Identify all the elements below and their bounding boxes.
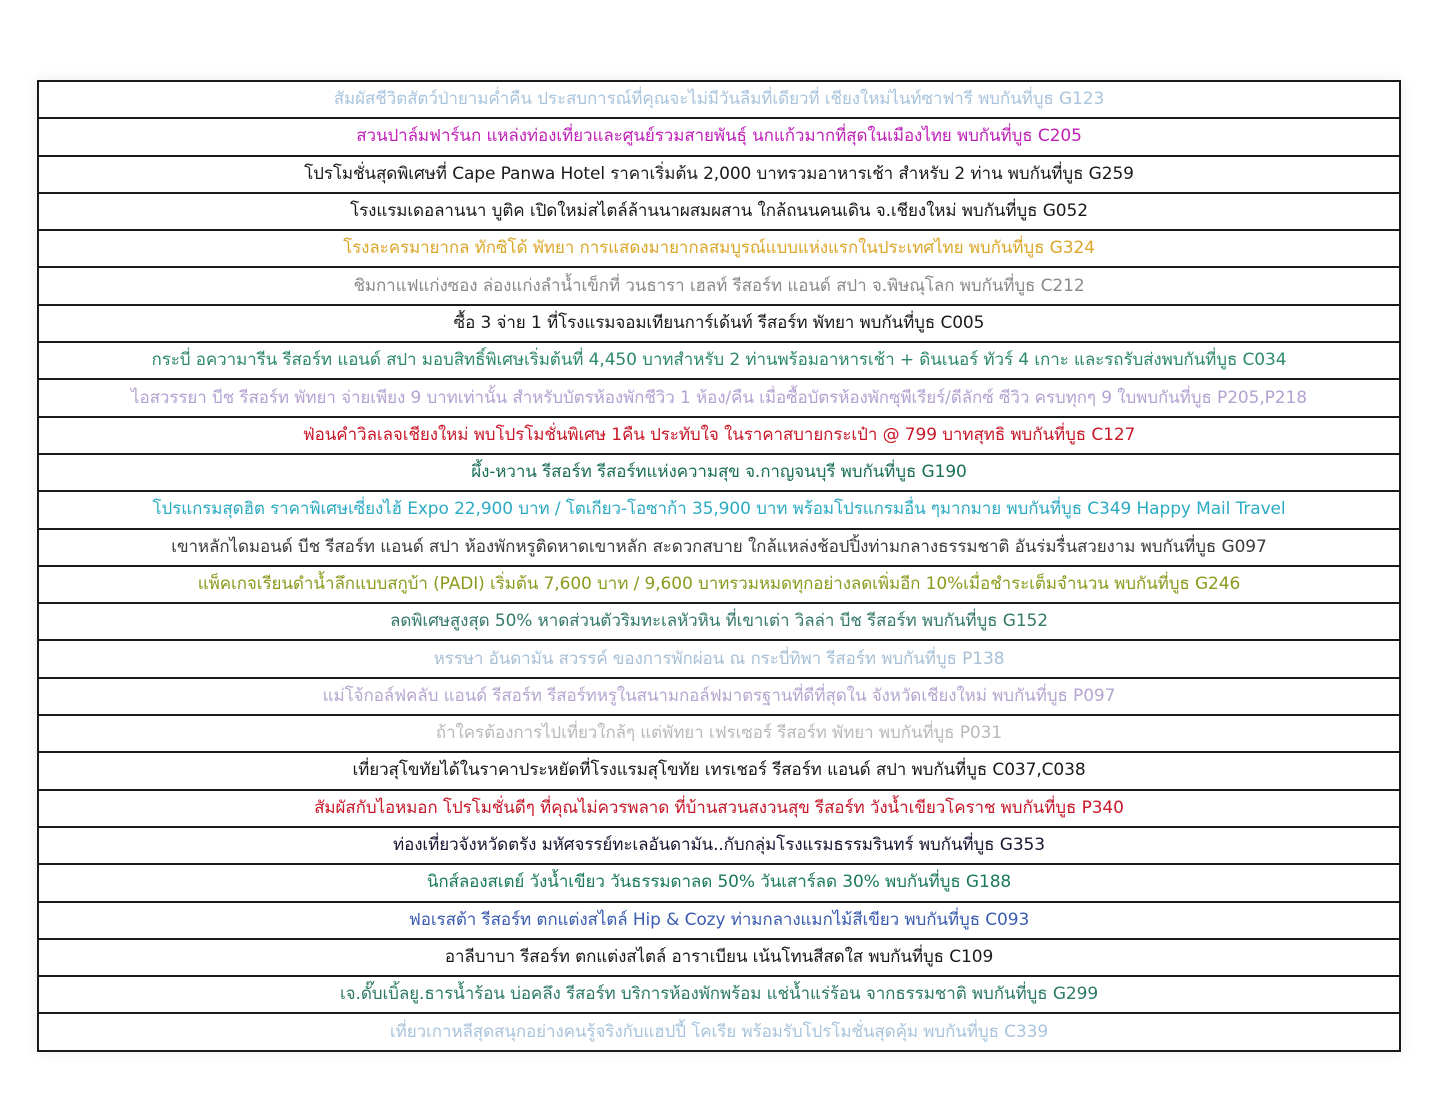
promo-row: โปรแกรมสุดฮิต ราคาพิเศษเซี่ยงไฮ้ Expo 22,900 บาท / โตเกียว-โอซาก้า 35,900 บาท พร้อมโปรแกรมอื่น ๆมากมาย พบกันที่บูธ C349 Happy Mail Travel [39, 492, 1399, 529]
promo-row: แม่โจ้กอล์ฟคลับ แอนด์ รีสอร์ท รีสอร์ทหรูในสนามกอล์ฟมาตรฐานที่ดีที่สุดใน จังหวัดเชียงใหม่ พบกันที่บูธ P097 [39, 679, 1399, 716]
promo-row: ท่องเที่ยวจังหวัดตรัง มหัศจรรย์ทะเลอันดามัน..กับกลุ่มโรงแรมธรรมรินทร์ พบกันที่บูธ G353 [39, 828, 1399, 865]
promo-row: โปรโมชั่นสุดพิเศษที่ Cape Panwa Hotel ราคาเริ่มต้น 2,000 บาทรวมอาหารเช้า สำหรับ 2 ท่าน พบกันที่บูธ G259 [39, 157, 1399, 194]
promo-row: ไอสวรรยา บีช รีสอร์ท พัทยา จ่ายเพียง 9 บาทเท่านั้น สำหรับบัตรห้องพักชีวิว 1 ห้อง/คืน เมื่อซื้อบัตรห้องพักซุพีเรียร์/ดีลักซ์ ซีวิว ครบทุกๆ 9 ใบพบกันที่บูธ P205,P218 [39, 380, 1399, 417]
promo-row: เที่ยวสุโขทัยได้ในราคาประหยัดที่โรงแรมสุโขทัย เทรเชอร์ รีสอร์ท แอนด์ สปา พบกันที่บูธ C037,C038 [39, 753, 1399, 790]
promo-row: เที่ยวเกาหลีสุดสนุกอย่างคนรู้จริงกับแฮปปี้ โคเรีย พร้อมรับโปรโมชั่นสุดคุ้ม พบกันที่บูธ C339 [39, 1014, 1399, 1051]
promo-row: แพ็คเกจเรียนดำน้ำลึกแบบสกูบ้า (PADI) เริ่มต้น 7,600 บาท / 9,600 บาทรวมหมดทุกอย่างลดเพิ่มอีก 10%เมื่อชำระเต็มจำนวน พบกันที่บูธ G246 [39, 567, 1399, 604]
promo-row: ผึ้ง-หวาน รีสอร์ท รีสอร์ทแห่งความสุข จ.กาญจนบุรี พบกันที่บูธ G190 [39, 455, 1399, 492]
promo-row: นิกส์ลองสเตย์ วังน้ำเขียว วันธรรมดาลด 50% วันเสาร์ลด 30% พบกันที่บูธ G188 [39, 865, 1399, 902]
promo-row: โรงแรมเดอลานนา บูติค เปิดใหม่สไตล์ล้านนาผสมผสาน ใกล้ถนนคนเดิน จ.เชียงใหม่ พบกันที่บูธ G052 [39, 194, 1399, 231]
promo-row: สัมผัสกับไอหมอก โปรโมชั่นดีๆ ที่คุณไม่ควรพลาด ที่บ้านสวนสงวนสุข รีสอร์ท วังน้ำเขียวโคราช พบกันที่บูธ P340 [39, 791, 1399, 828]
promo-row: โรงละครมายากล ทักซิโด้ พัทยา การแสดงมายากลสมบูรณ์แบบแห่งแรกในประเทศไทย พบกันที่บูธ G324 [39, 231, 1399, 268]
promo-row: ชิมกาแฟแก่งซอง ล่องแก่งลำน้ำเข็กที่ วนธารา เฮลท์ รีสอร์ท แอนด์ สปา จ.พิษณุโลก พบกันที่บูธ C212 [39, 268, 1399, 305]
promo-row: เขาหลักไดมอนด์ บีช รีสอร์ท แอนด์ สปา ห้องพักหรูติดหาดเขาหลัก สะดวกสบาย ใกล้แหล่งช้อปปิ้งท่ามกลางธรรมชาติ อันร่มรื่นสวยงาม พบกันที่บูธ G097 [39, 530, 1399, 567]
promo-row: ฟ่อนคำวิลเลจเชียงใหม่ พบโปรโมชั่นพิเศษ 1คืน ประทับใจ ในราคาสบายกระเป๋า @ 799 บาทสุทธิ พบกันที่บูธ C127 [39, 418, 1399, 455]
promo-row: สวนปาล์มฟาร์นก แหล่งท่องเที่ยวและศูนย์รวมสายพันธุ์ นกแก้วมากที่สุดในเมืองไทย พบกันที่บูธ C205 [39, 119, 1399, 156]
promo-row: ลดพิเศษสูงสุด 50% หาดส่วนตัวริมทะเลหัวหิน ที่เขาเต่า วิลล่า บีช รีสอร์ท พบกันที่บูธ G152 [39, 604, 1399, 641]
promo-row: ถ้าใครต้องการไปเที่ยวใกล้ๆ แต่พัทยา เฟรเซอร์ รีสอร์ท พัทยา พบกันที่บูธ P031 [39, 716, 1399, 753]
promo-table [37, 80, 1401, 1052]
promo-row: ซื้อ 3 จ่าย 1 ที่โรงแรมจอมเทียนการ์เด้นท์ รีสอร์ท พัทยา พบกันที่บูธ C005 [39, 306, 1399, 343]
promo-row: กระบี่ อความารีน รีสอร์ท แอนด์ สปา มอบสิทธิ์พิเศษเริ่มต้นที่ 4,450 บาทสำหรับ 2 ท่านพร้อมอาหารเช้า + ดินเนอร์ ทัวร์ 4 เกาะ และรถรับส่งพบกันที่บูธ C034 [39, 343, 1399, 380]
promo-row: สัมผัสชีวิตสัตว์ป่ายามค่ำคืน ประสบการณ์ที่คุณจะไม่มีวันลืมที่เดียวที่ เชียงใหม่ไนท์ซาฟารี พบกันที่บูธ G123 [39, 82, 1399, 119]
promo-row: ฟอเรสต้า รีสอร์ท ตกแต่งสไตล์ Hip & Cozy ท่ามกลางแมกไม้สีเขียว พบกันที่บูธ C093 [39, 903, 1399, 940]
promo-row: หรรษา อันดามัน สวรรค์ ของการพักผ่อน ณ กระบี่ทิพา รีสอร์ท พบกันที่บูธ P138 [39, 641, 1399, 678]
promo-row: อาลีบาบา รีสอร์ท ตกแต่งสไตล์ อาราเบียน เน้นโทนสีสดใส พบกันที่บูธ C109 [39, 940, 1399, 977]
promo-row: เจ.ดั๊บเบิ้ลยู.ธารน้ำร้อน บ่อคลึง รีสอร์ท บริการห้องพักพร้อม แช่น้ำแร่ร้อน จากธรรมชาติ พบกันที่บูธ G299 [39, 977, 1399, 1014]
